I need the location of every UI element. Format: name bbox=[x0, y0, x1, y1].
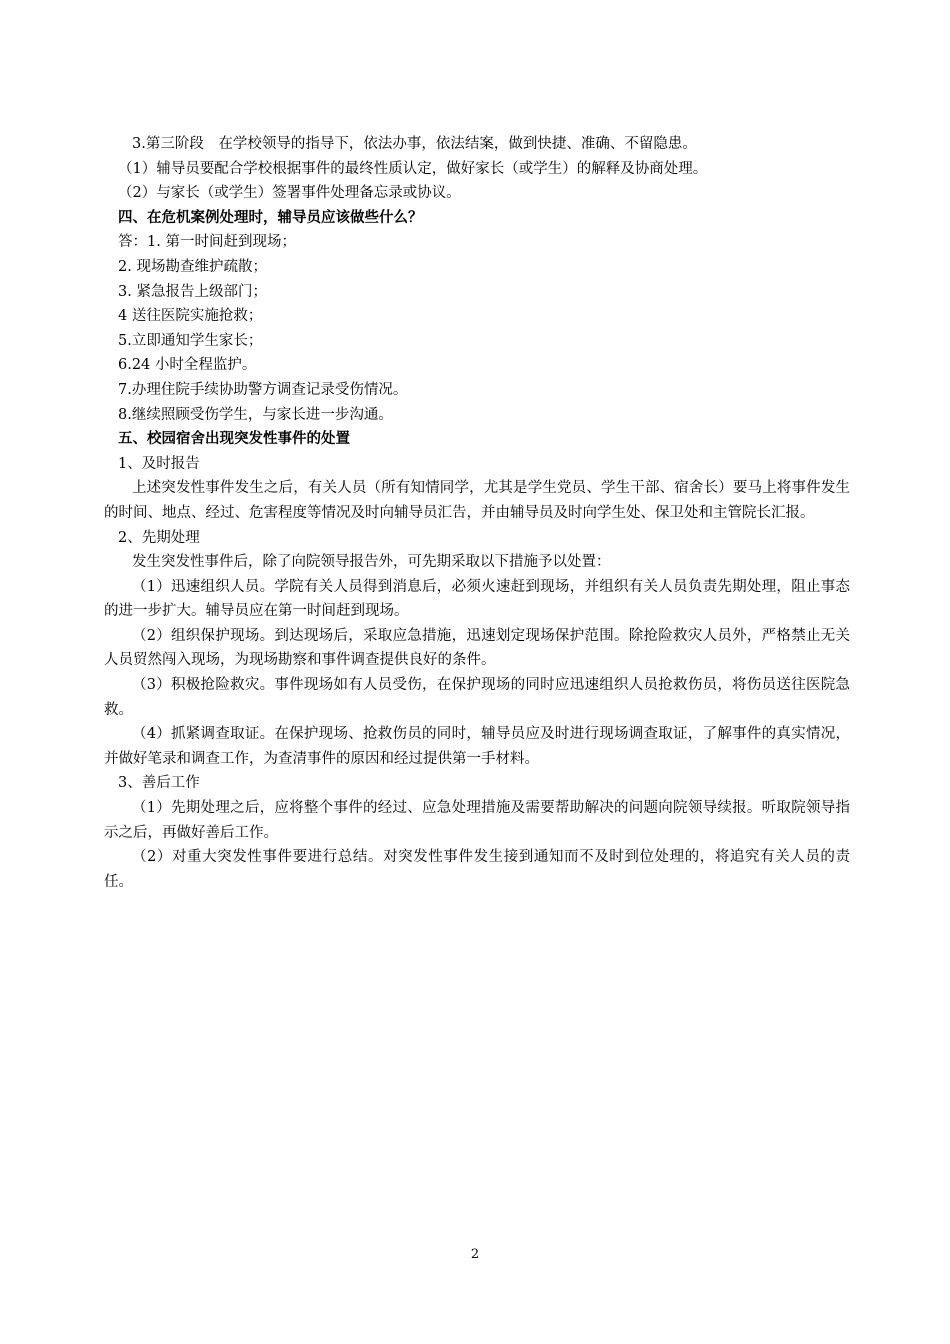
stage-three-line: 3.第三阶段 在学校领导的指导下，依法办事，依法结案，做到快捷、准确、不留隐患。 bbox=[132, 136, 697, 152]
answer-item-3: 3. 紧急报告上级部门； bbox=[118, 283, 267, 300]
paragraph-summary: （2）对重大突发性事件要进行总结。对突发性事件发生接到通知而不及时到位处理的，将追究有关人员的责任。 bbox=[104, 849, 850, 890]
stage-three-item-1: （1）辅导员要配合学校根据事件的最终性质认定，做好家长（或学生）的解释及协商处理。 bbox=[118, 160, 708, 177]
paragraph-rescue: （3）积极抢险救灾。事件现场如有人员受伤，在保护现场的同时应迅速组织人员抢救伤员，将伤员送往医院急救。 bbox=[104, 677, 850, 718]
section-four-heading: 四、在危机案例处理时，辅导员应该做些什么？ bbox=[118, 208, 423, 226]
paragraph-initial-intro: 发生突发性事件后，除了向院领导报告外，可先期采取以下措施予以处置： bbox=[132, 554, 611, 571]
section-five-heading: 五、校园宿舍出现突发性事件的处置 bbox=[118, 430, 350, 448]
answer-item-8: 8.继续照顾受伤学生，与家长进一步沟通。 bbox=[118, 406, 393, 423]
answer-item-1: 答：1. 第一时间赶到现场； bbox=[118, 234, 296, 251]
subheading-report: 1、及时报告 bbox=[118, 455, 200, 472]
paragraph-follow-up-report: （1）先期处理之后，应将整个事件的经过、应急处理措施及需要帮助解决的问题向院领导续报。听取院领导指示之后，再做好善后工作。 bbox=[104, 800, 850, 841]
subheading-aftermath: 3、善后工作 bbox=[118, 775, 200, 792]
stage-three-item-2: （2）与家长（或学生）签署事件处理备忘录或协议。 bbox=[118, 185, 461, 202]
paragraph-organize-staff: （1）迅速组织人员。学院有关人员得到消息后，必须火速赶到现场，并组织有关人员负责先期处理，阻止事态的进一步扩大。辅导员应在第一时间赶到现场。 bbox=[104, 578, 850, 620]
answer-item-6: 6.24 小时全程监护。 bbox=[118, 357, 257, 374]
answer-item-7: 7.办理住院手续协助警方调查记录受伤情况。 bbox=[118, 381, 408, 398]
page-number: 2 bbox=[470, 1247, 480, 1262]
answer-item-5: 5.立即通知学生家长； bbox=[118, 332, 263, 349]
document-body bbox=[104, 132, 850, 894]
paragraph-protect-scene: （2）组织保护现场。到达现场后，采取应急措施，迅速划定现场保护范围。除抢险救灾人员外，严格禁止无关人员贸然闯入现场，为现场勘察和事件调查提供良好的条件。 bbox=[104, 627, 850, 669]
paragraph-report: 上述突发性事件发生之后，有关人员（所有知情同学，尤其是学生党员、学生干部、宿舍长）要马上将事件发生的时间、地点、经过、危害程度等情况及时向辅导员汇告，并由辅导员及时向学生处、保卫处和主管院长汇报。 bbox=[104, 480, 850, 521]
paragraph-investigate: （4）抓紧调查取证。在保护现场、抢救伤员的同时，辅导员应及时进行现场调查取证，了解事件的真实情况，并做好笔录和调查工作，为查清事件的原因和经过提供第一手材料。 bbox=[104, 726, 850, 767]
answer-item-2: 2. 现场勘查维护疏散； bbox=[118, 258, 267, 275]
subheading-initial-handling: 2、先期处理 bbox=[118, 529, 200, 546]
answer-item-4: 4 送往医院实施抢救； bbox=[118, 308, 263, 325]
